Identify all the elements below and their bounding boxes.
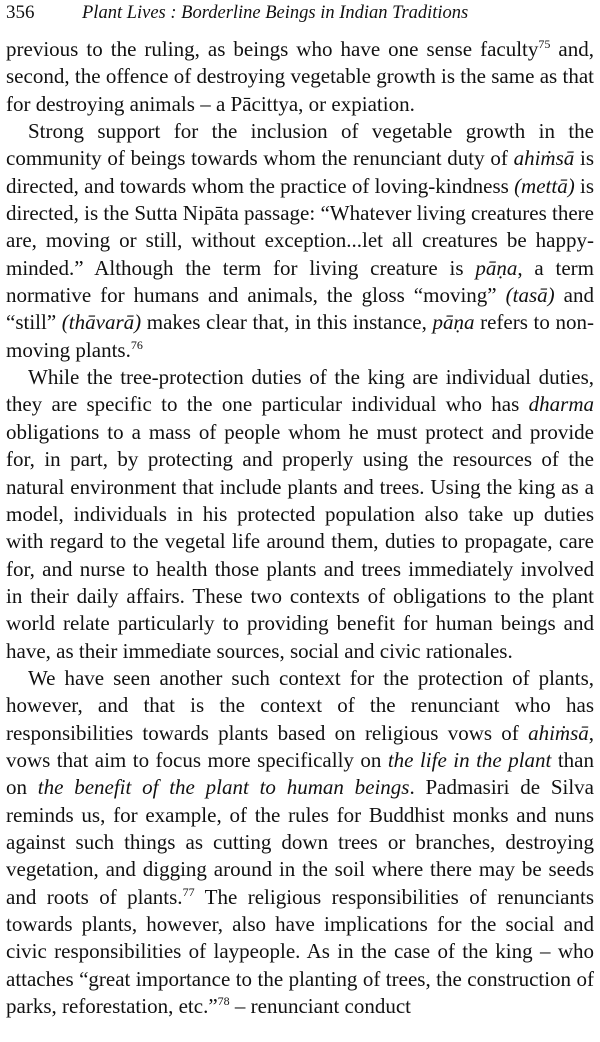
italic-term: (tasā) (505, 283, 555, 308)
text-run: than on (6, 747, 595, 800)
text-run: Strong support for the inclusion of vegetable growth in the community of beings towards whom the renunciant duty of (6, 119, 594, 171)
italic-term: pāṇa (432, 310, 475, 335)
paragraph (6, 665, 594, 1020)
italic-term: ahiṁsā (528, 720, 589, 745)
footnote-ref: 76 (130, 337, 143, 352)
italic-term: (mettā) (514, 173, 575, 198)
text-run: . Padmasiri de Silva reminds us, for example, of the rules for Buddhist monks and nuns against such things as cutting down trees or branches, destroying vegetation, and digging around in the soil where there may be seeds and roots of plants. (6, 775, 595, 909)
footnote-ref: 77 (182, 884, 195, 899)
text-run: While the tree-protection duties of the king are individual duties, they are specific to the one particular individual who has (6, 365, 594, 417)
text-run: , vows that aim to focus more specifically on (6, 720, 594, 772)
text-run: is directed, and towards whom the practice of loving-kindness (6, 146, 594, 198)
text-run: is directed, is the Sutta Nipāta passage: “Whatever living creatures there are, moving or still, without exception...let all creatures be happy-minded.” Although the term for living creature is (6, 173, 594, 280)
italic-term: pāṇa (475, 255, 518, 280)
footnote-ref: 78 (217, 994, 230, 1009)
text-run: refers to non-moving plants. (6, 310, 594, 362)
page-number: 356 (6, 2, 35, 23)
text-run: makes clear that, in this instance, (141, 310, 433, 335)
footnote-ref: 75 (538, 37, 551, 51)
text-run: We have seen another such context for the protection of plants, however, and that is the context of the renunciant who has responsibilities towards plants based on religious vows of (6, 665, 594, 745)
paragraph (6, 36, 594, 118)
text-run: – renunciant conduct (229, 994, 412, 1019)
italic-term: the benefit of the plant to human beings (37, 775, 410, 800)
text-run: previous to the ruling, as beings who have one sense faculty (6, 37, 539, 61)
text-run: and “still” (6, 283, 594, 335)
text-run: and, second, the offence of destroying vegetable growth is the same as that for destroying animals – a Pācittya, or expiation. (6, 37, 594, 116)
italic-term: (thāvarā) (61, 310, 142, 335)
text-run: , a term normative for humans and animals, the gloss “moving” (6, 255, 594, 308)
paragraph (6, 118, 594, 364)
running-head (6, 0, 594, 32)
text-run: obligations to a mass of people whom he must protect and provide for, in part, by protecting and properly using the resources of the natural environment that include plants and trees. Using the king as a model, individuals in his protected population also take up duties with regard to the vegetal life around them, duties to propagate, care for, and nurse to health those plants and trees immediately involved in their daily affairs. These two contexts of obligations to the plant world relate particularly to providing benefit for human beings and have, as their immediate sources, social and civic rationales. (6, 419, 594, 663)
paragraph (6, 364, 594, 665)
text-run: The religious responsibilities of renunciants towards plants, however, also have implications for the social and civic responsibilities of laypeople. As in the case of the king – who attaches “great importance to the planting of trees, the construction of parks, reforestation, etc.” (6, 884, 594, 1019)
italic-term: ahiṁsā (513, 146, 575, 171)
body-text (6, 32, 594, 1020)
italic-term: dharma (528, 392, 594, 417)
italic-term: the life in the plant (387, 747, 552, 772)
running-title: Plant Lives : Borderline Beings in Indian Traditions (82, 3, 469, 23)
